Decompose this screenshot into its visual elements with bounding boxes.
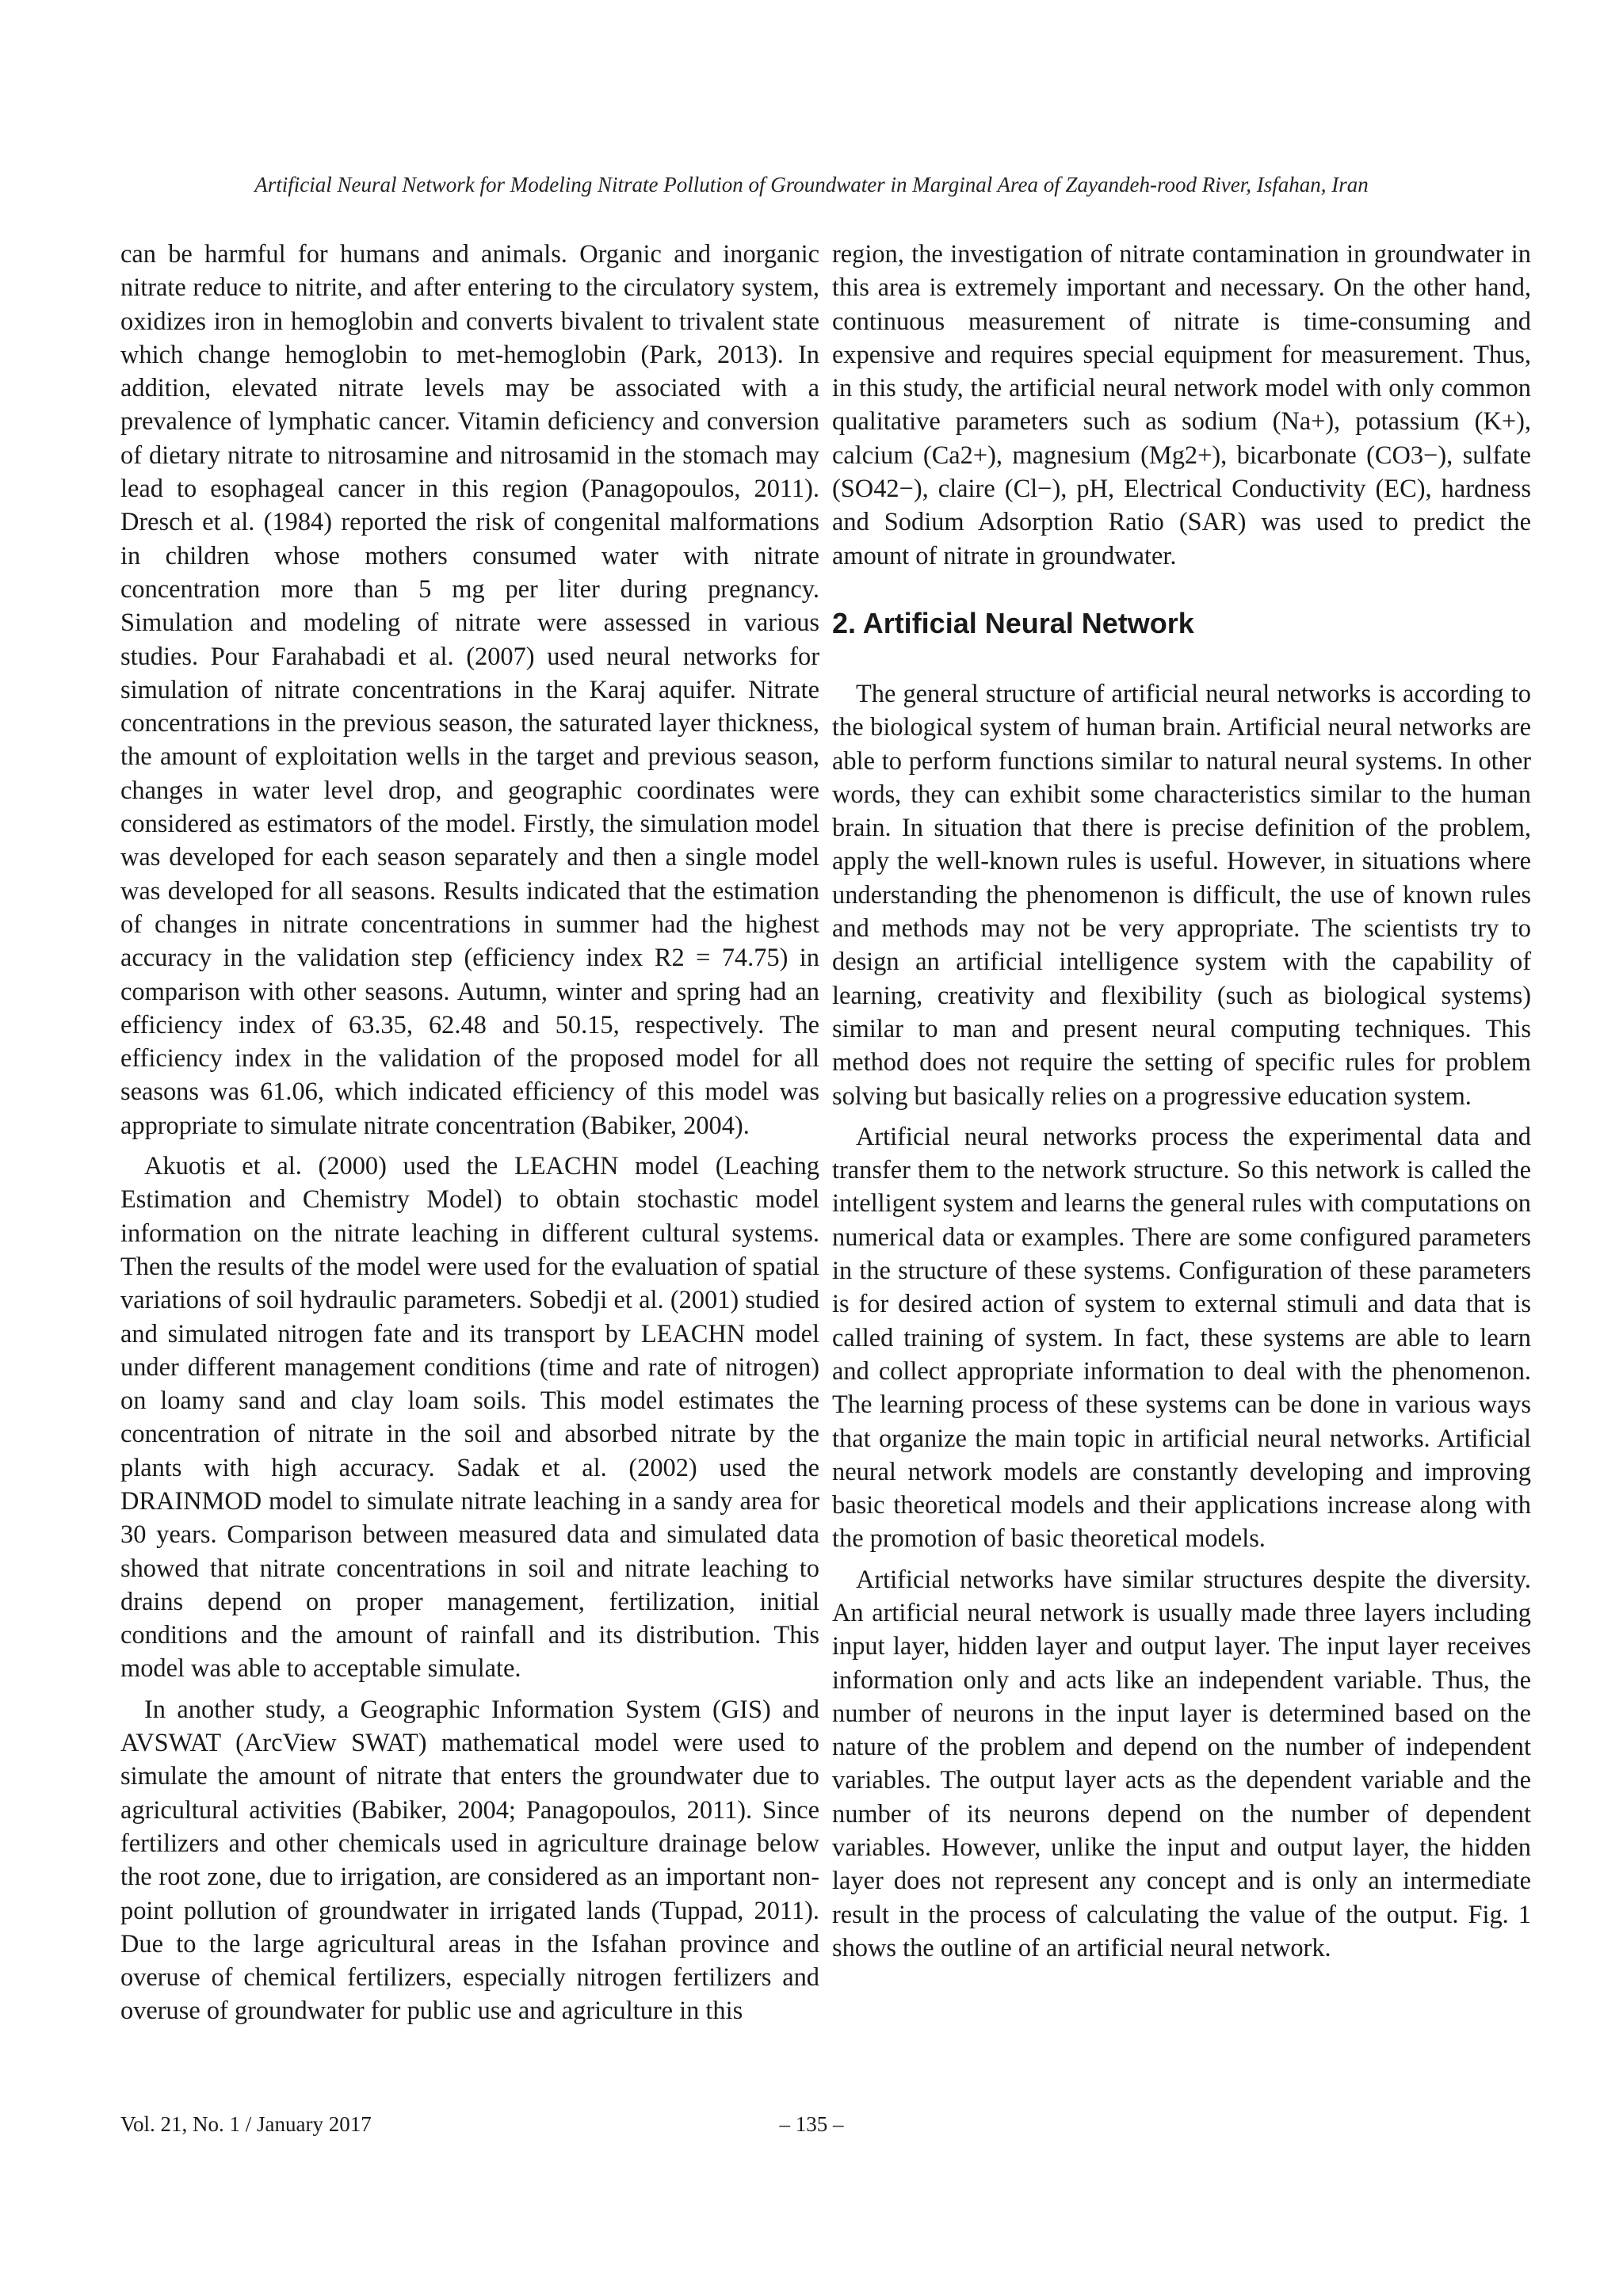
footer-page-number: – 135 – <box>779 2112 844 2136</box>
left-paragraph-1: can be harmful for humans and animals. Organic and inorganic nitrate reduce to nitrite, and after entering to the circulatory system, oxidizes iron in hemoglobin and converts bivalent to trivalent state which change hemoglobin to met-hemoglobin (Park, 2013). In addition, elevated nitrate levels may be associated with a prevalence of lymphatic cancer. Vitamin deficiency and conversion of dietary nitrate to nitrosamine and nitrosamid in the stomach may lead to esophageal cancer in this region (Panagopoulos, 2011). Dresch et al. (1984) reported the risk of congenital malformations in children whose mothers consumed water with nitrate concentration more than 5 mg per liter during pregnancy. Simulation and modeling of nitrate were assessed in various studies. Pour Farahabadi et al. (2007) used neural networks for simulation of nitrate concentrations in the Karaj aquifer. Nitrate concentrations in the previous season, the saturated layer thickness, the amount of exploitation wells in the target and previous season, changes in water level drop, and geographic coordinates were considered as estimators of the model. Firstly, the simulation model was developed for each season separately and then a single model was developed for all seasons. Results indicated that the estimation of changes in nitrate concentrations in summer had the highest accuracy in the validation step (efficiency index R2 = 74.75) in comparison with other seasons. Autumn, winter and spring had an efficiency index of 63.35, 62.48 and 50.15, respectively. The efficiency index in the validation of the proposed model for all seasons was 61.06, which indicated efficiency of this model was appropriate to simulate nitrate concentration (Babiker, 2004). <box>120 240 819 1140</box>
right-paragraph-1: region, the investigation of nitrate contamination in groundwater in this area is extremely important and necessary. On the other hand, continuous measurement of nitrate is time-consuming and expensive and requires special equipment for measurement. Thus, in this study, the artificial neural network model with only common qualitative parameters such as sodium (Na+), potassium (K+), calcium (Ca2+), magnesium (Mg2+), bicarbonate (CO3−), sulfate (SO42−), claire (Cl−), pH, Electrical Conductivity (EC), hardness and Sodium Adsorption Ratio (SAR) was used to predict the amount of nitrate in groundwater. <box>832 240 1531 570</box>
left-paragraph-2: Akuotis et al. (2000) used the LEACHN model (Leaching Estimation and Chemistry Model) to obtain stochastic model information on the nitrate leaching in different cultural systems. Then the results of the model were used for the evaluation of spatial variations of soil hydraulic parameters. Sobedji et al. (2001) studied and simulated nitrogen fate and its transport by LEACHN model under different management conditions (time and rate of nitrogen) on loamy sand and clay loam soils. This model estimates the concentration of nitrate in the soil and absorbed nitrate by the plants with high accuracy. Sadak et al. (2002) used the DRAINMOD model to simulate nitrate leaching in a sandy area for 30 years. Comparison between measured data and simulated data showed that nitrate concentrations in soil and nitrate leaching to drains depend on proper management, fertilization, initial conditions and the amount of rainfall and its distribution. This model was able to acceptable simulate. <box>120 1152 819 1684</box>
footer-volume: Vol. 21, No. 1 / January 2017 <box>120 2112 372 2136</box>
right-column <box>832 238 1531 1972</box>
right-paragraph-3: Artificial neural networks process the experimental data and transfer them to the network structure. So this network is called the intelligent system and learns the general rules with computations on numerical data or examples. There are some configured parameters in the structure of these systems. Configuration of these parameters is for desired action of system to external stimuli and data that is called training of system. In fact, these systems are able to learn and collect appropriate information to deal with the phenomenon. The learning process of these systems can be done in various ways that organize the main topic in artificial neural networks. Artificial neural network models are constantly developing and improving basic theoretical models and their applications increase along with the promotion of basic theoretical models. <box>832 1122 1531 1554</box>
right-paragraph-4: Artificial networks have similar structures despite the diversity. An artificial neural network is usually made three layers including input layer, hidden layer and output layer. The input layer receives information only and acts like an independent variable. Thus, the number of neurons in the input layer is determined based on the nature of the problem and depend on the number of independent variables. The output layer acts as the dependent variable and the number of its neurons depend on the number of dependent variables. However, unlike the input and output layer, the hidden layer does not represent any concept and is only an intermediate result in the process of calculating the value of the output. Fig. 1 shows the outline of an artificial neural network. <box>832 1565 1531 1962</box>
right-paragraph-2: The general structure of artificial neural networks is according to the biological system of human brain. Artificial neural networks are able to perform functions similar to natural neural systems. In other words, they can exhibit some characteristics similar to the human brain. In situation that there is precise definition of the problem, apply the well-known rules is useful. However, in situations where understanding the phenomenon is difficult, the use of known rules and methods may not be very appropriate. The scientists try to design an artificial intelligence system with the capability of learning, creativity and flexibility (such as biological systems) similar to man and present neural computing techniques. This method does not require the setting of specific rules for problem solving but basically relies on a progressive education system. <box>832 679 1531 1111</box>
section-heading: 2. Artificial Neural Network <box>832 606 1194 639</box>
left-paragraph-3: In another study, a Geographic Information System (GIS) and AVSWAT (ArcView SWAT) mathematical model were used to simulate the amount of nitrate that enters the groundwater due to agricultural activities (Babiker, 2004; Panagopoulos, 2011). Since fertilizers and other chemicals used in agriculture drainage below the root zone, due to irrigation, are considered as an important non-point pollution of groundwater in irrigated lands (Tuppad, 2011). Due to the large agricultural areas in the Isfahan province and overuse of chemical fertilizers, especially nitrogen fertilizers and overuse of groundwater for public use and agriculture in this <box>120 1695 819 2026</box>
left-column <box>120 238 819 2035</box>
running-head: Artificial Neural Network for Modeling Nitrate Pollution of Groundwater in Marginal Area of Zayandeh-rood River, Isfahan, Iran <box>254 173 1369 196</box>
